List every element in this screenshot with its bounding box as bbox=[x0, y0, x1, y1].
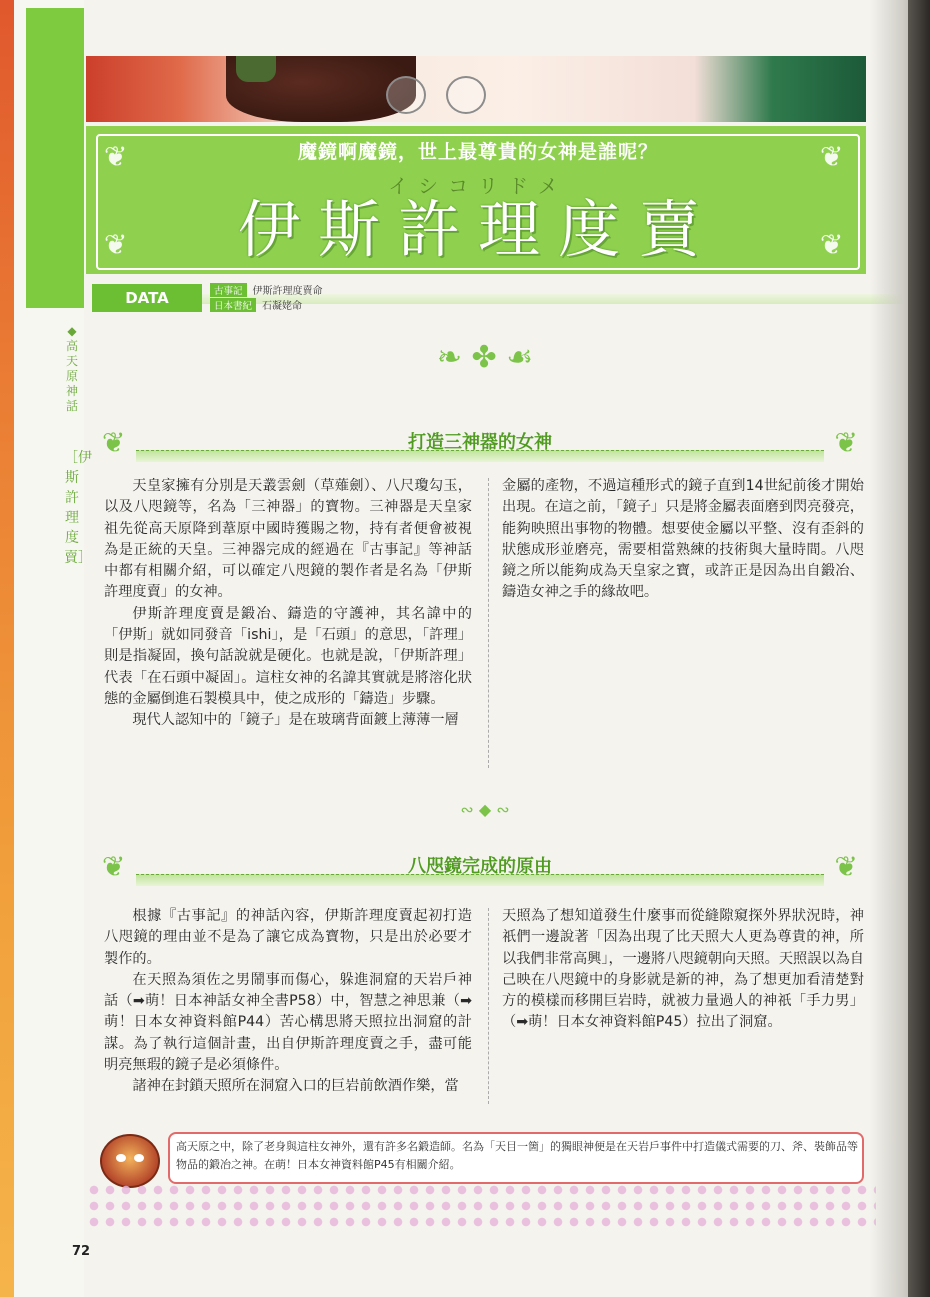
swirl-ornament-icon: ❦ bbox=[820, 140, 844, 173]
swirl-ornament-icon: ❦ bbox=[820, 228, 844, 261]
paragraph: 伊斯許理度賣是鍛冶、鑄造的守護神，其名諱中的「伊斯」就如同發音「ishi」，是「石頭」的意思，「許理」則是指凝固，換句話說就是硬化。也就是說，「伊斯許理」代表「在石頭中凝固」。這柱女神的名諱其實就是將溶化狀態的金屬倒進石製模具中，使之成形的「鑄造」步驟。 bbox=[104, 605, 472, 707]
text-column-right bbox=[502, 476, 864, 604]
mascot-avatar bbox=[100, 1134, 160, 1188]
text-column-left bbox=[104, 476, 472, 732]
swirl-ornament-icon: ❦ bbox=[104, 228, 128, 261]
chapter-tab bbox=[26, 8, 84, 308]
page-edge bbox=[0, 0, 14, 1297]
section-title: 打造三神器的女神 bbox=[408, 432, 552, 453]
data-source: 日本書紀 bbox=[210, 298, 256, 312]
clover-ornament-icon: ❧ ✤ ☙ bbox=[436, 340, 534, 375]
text-column-left bbox=[104, 906, 472, 1098]
chapter-label: ◆高天原神話 bbox=[65, 324, 78, 413]
data-entry bbox=[210, 297, 302, 312]
mascot-eye bbox=[134, 1154, 144, 1162]
mascot-eye bbox=[116, 1154, 126, 1162]
dot-pattern bbox=[86, 1182, 876, 1232]
data-value: 伊斯許理度賣命 bbox=[252, 286, 323, 297]
swirl-ornament-icon: ❦ bbox=[102, 850, 126, 883]
data-panel bbox=[92, 280, 872, 320]
character-hat bbox=[236, 56, 276, 82]
swirl-ornament-icon: ❦ bbox=[104, 140, 128, 173]
note-text: 高天原之中，除了老身與這柱女神外，還有許多名鍛造師。名為「天目一箇」的獨眼神便是在天岩戶事件中打造儀式需要的刀、斧、裝飾品等物品的鍛冶之神。在萌！日本女神資料館P45有相關介紹。 bbox=[176, 1140, 858, 1171]
paragraph: 金屬的產物，不過這種形式的鏡子直到14世紀前後才開始出現。在這之前，「鏡子」只是將金屬表面磨到閃亮發亮，能夠映照出事物的物體。想要使金屬以平整、沒有歪斜的狀態成形並磨亮，需要相當熟練的技術與大量時間。八咫鏡之所以能夠成為天皇家之寶，或許正是因為出自鍛冶、鑄造女神之手的緣故吧。 bbox=[502, 478, 864, 601]
divider-ornament-icon: ∾ ◆ ∾ bbox=[460, 800, 510, 819]
glasses-lens-left bbox=[386, 76, 426, 114]
paragraph: 天照為了想知道發生什麼事而從縫隙窺探外界狀況時，神祇們一邊說著「因為出現了比天照大人更為尊貴的神，所以我們非常高興」，一邊將八咫鏡朝向天照。天照誤以為自己映在八咫鏡中的身影就是新的神，為了想更加看清楚對方的模樣而移開巨岩時，就被力量過人的神祇「手力男」（➡萌！日本女神資料館P45）拉出了洞窟。 bbox=[502, 908, 864, 1031]
section-heading bbox=[96, 426, 864, 466]
text-column-right bbox=[502, 906, 864, 1034]
paragraph: 現代人認知中的「鏡子」是在玻璃背面鍍上薄薄一層 bbox=[132, 712, 459, 729]
swirl-ornament-icon: ❦ bbox=[102, 426, 126, 459]
data-entry bbox=[210, 282, 323, 297]
swirl-ornament-icon: ❦ bbox=[834, 850, 858, 883]
header-illustration bbox=[86, 56, 866, 122]
paragraph: 天皇家擁有分別是天叢雲劍（草薙劍）、八尺瓊勾玉，以及八咫鏡等，名為「三神器」的寶物。三神器是天皇家祖先從高天原降到葦原中國時獲賜之物，持有者便會被視為是正統的天皇。三神器完成的經過在『古事記』等神話中都有相關介紹，可以確定八咫鏡的製作者是名為「伊斯許理度賣」的女神。 bbox=[104, 478, 472, 601]
column-divider bbox=[488, 478, 489, 768]
data-value: 石凝姥命 bbox=[262, 301, 303, 312]
data-source: 古事記 bbox=[210, 283, 247, 297]
swirl-ornament-icon: ❦ bbox=[834, 426, 858, 459]
paragraph: 在天照為須佐之男鬧事而傷心，躲進洞窟的天岩戶神話（➡萌！日本神話女神全書P58）中，智慧之神思兼（➡萌！日本女神資料館P44）苦心構思將天照拉出洞窟的計謀。為了執行這個計畫，出自伊斯許理度賣之手，盡可能明亮無瑕的鏡子是必須條件。 bbox=[104, 971, 472, 1074]
paragraph: 諸神在封鎖天照所在洞窟入口的巨岩前飲酒作樂，當 bbox=[132, 1078, 459, 1095]
section-title: 八咫鏡完成的原由 bbox=[408, 856, 552, 877]
page-binding bbox=[908, 0, 930, 1297]
page-title: 伊斯許理度賣 bbox=[237, 193, 718, 266]
section-heading bbox=[96, 850, 864, 890]
topic-label: ［伊斯許理度賣］ bbox=[64, 450, 92, 566]
page-subtitle: 魔鏡啊魔鏡，世上最尊貴的女神是誰呢？ bbox=[297, 141, 658, 163]
glasses-lens-right bbox=[446, 76, 486, 114]
column-divider bbox=[488, 908, 489, 1104]
data-label: DATA bbox=[92, 284, 202, 312]
title-reading: イシコリドメ bbox=[388, 174, 568, 198]
page-number: 72 bbox=[72, 1244, 91, 1259]
paragraph: 根據『古事記』的神話內容，伊斯許理度賣起初打造八咫鏡的理由並不是為了讓它成為寶物，只是出於必要才製作的。 bbox=[104, 908, 472, 967]
